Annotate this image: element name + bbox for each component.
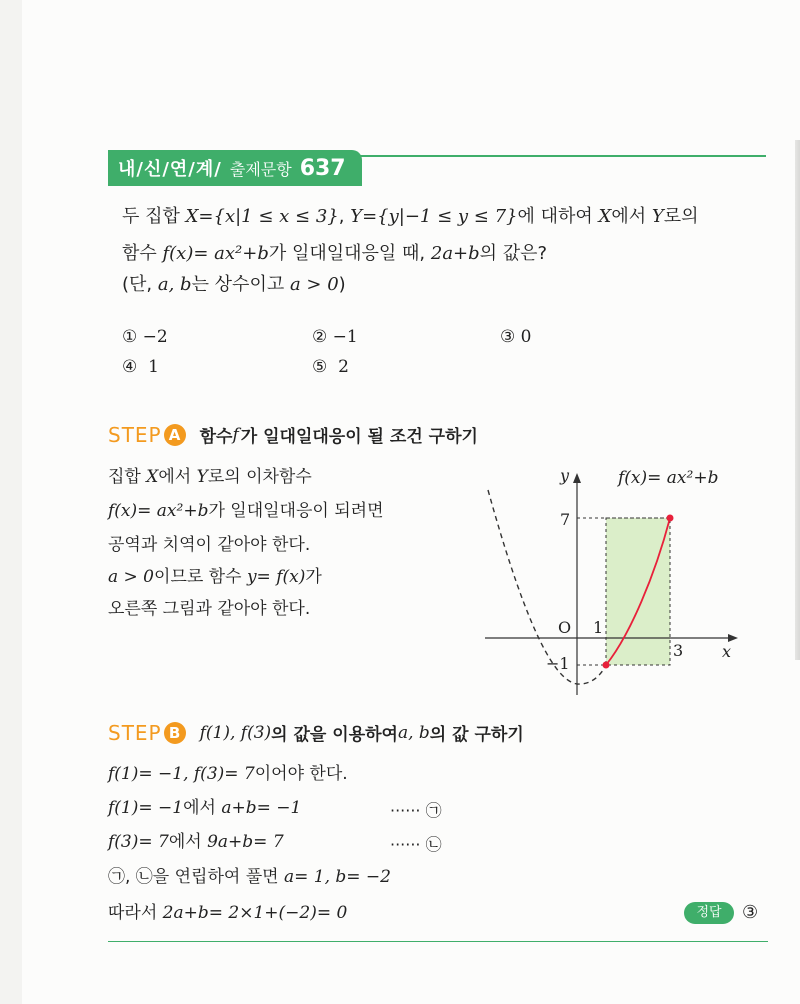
origin-label: O xyxy=(558,618,572,637)
step-a-title xyxy=(108,422,478,447)
question-line-2 xyxy=(122,242,547,266)
text: 집합 xyxy=(108,467,147,487)
step-word: STEP xyxy=(108,422,162,447)
step-title-f: f xyxy=(232,424,239,445)
question-text: 의 값은? xyxy=(479,243,548,264)
step-word: STEP xyxy=(108,720,162,745)
text: ㉠, ㉡을 연립하여 풀면 xyxy=(108,867,284,887)
step-title-ab: a, b xyxy=(397,722,430,743)
equation-marker-1: ······ ㉠ xyxy=(390,801,442,820)
y-axis-arrow-icon xyxy=(573,473,581,483)
text: 이므로 함수 xyxy=(154,567,247,587)
question-text: 가 일대일대응일 때, xyxy=(268,243,431,264)
question-line-1 xyxy=(122,205,699,229)
choice-value: 1 xyxy=(148,357,159,377)
equation: f(3)= 7 xyxy=(108,832,169,852)
question-text: 에서 xyxy=(611,206,652,227)
step-a-line-5 xyxy=(108,598,310,620)
graph-function-label: f(x)= ax²+b xyxy=(618,468,719,488)
text: 가 일대일대응이 되려면 xyxy=(208,501,384,521)
problem-number: 637 xyxy=(299,155,346,181)
page-edge-shadow xyxy=(795,140,800,660)
choice-mark: ③ xyxy=(500,327,516,347)
x-axis-label: x xyxy=(722,642,732,661)
question-text: 에 대하여 xyxy=(517,206,599,227)
step-title-text: 함수 xyxy=(199,427,233,447)
equation: 9a+b= 7 xyxy=(207,832,284,852)
condition: a > 0 xyxy=(289,274,339,295)
equation-marker-2: ······ ㉡ xyxy=(390,835,442,854)
choice-mark: ② xyxy=(312,327,328,347)
step-a-line-4 xyxy=(108,566,322,588)
y-axis-label: y xyxy=(560,466,570,485)
equation: f(1)= −1 xyxy=(108,798,184,818)
endpoint-left xyxy=(603,662,610,669)
endpoint-right xyxy=(667,515,674,522)
answer-value: ③ xyxy=(742,902,759,923)
var-y: Y xyxy=(196,467,208,487)
function-expr: f(x)= ax²+b xyxy=(108,501,209,521)
step-b-line-2 xyxy=(108,797,301,819)
choice-1[interactable] xyxy=(122,326,168,348)
tick-1: 1 xyxy=(593,618,604,637)
step-title-text: 가 일대일대응이 될 조건 구하기 xyxy=(240,427,478,447)
equation: f(1)= −1, f(3)= 7 xyxy=(108,764,255,784)
text: 에서 xyxy=(158,467,197,487)
step-b-line-1 xyxy=(108,763,348,785)
bottom-rule xyxy=(108,941,768,942)
step-letter-icon: A xyxy=(164,424,186,446)
tick-neg1: −1 xyxy=(546,654,570,673)
solution: a= 1, b= −2 xyxy=(283,867,391,887)
condition: a > 0 xyxy=(108,567,155,587)
step-a-line-1 xyxy=(108,466,312,488)
step-letter-icon: B xyxy=(164,722,186,744)
var-y: Y xyxy=(651,206,664,227)
choice-4[interactable] xyxy=(122,356,159,378)
step-title-f: f(1), f(3) xyxy=(199,722,272,743)
text: 공역과 치역이 같아야 한다. xyxy=(108,535,311,555)
x-axis-arrow-icon xyxy=(728,634,738,642)
choice-value: 2 xyxy=(338,357,349,377)
text: 오른쪽 그림과 같아야 한다. xyxy=(108,599,311,619)
constants: a, b xyxy=(157,274,192,295)
choice-mark: ④ xyxy=(122,357,138,377)
function-expr: y= f(x) xyxy=(246,567,306,587)
function-expr: f(x)= ax²+b xyxy=(162,243,269,264)
domain-range-region xyxy=(606,518,670,665)
equation: a+b= −1 xyxy=(221,798,302,818)
badge-prefix: 내/신/연/계/ xyxy=(118,159,222,180)
tick-3: 3 xyxy=(673,641,684,660)
text: 따라서 xyxy=(108,903,163,923)
choice-3[interactable] xyxy=(500,326,531,348)
question-line-3 xyxy=(122,273,346,297)
step-title-text: 의 값 구하기 xyxy=(429,725,524,745)
step-title-text: 의 값을 이용하여 xyxy=(271,725,398,745)
question-text: 는 상수이고 xyxy=(191,274,290,295)
problem-badge xyxy=(108,150,362,186)
question-text: ) xyxy=(338,274,346,295)
step-b-title xyxy=(108,720,524,745)
choice-mark: ① xyxy=(122,327,138,347)
separator: , xyxy=(338,206,351,227)
choice-mark: ⑤ xyxy=(312,357,328,377)
text: 에서 xyxy=(183,798,222,818)
final-equation: 2a+b= 2×1+(−2)= 0 xyxy=(162,903,348,923)
question-text: 함수 xyxy=(122,243,163,264)
step-b-line-5 xyxy=(108,902,347,924)
choice-value: 0 xyxy=(520,327,532,347)
badge-label: 출제문항 xyxy=(229,159,292,179)
question-text: (단, xyxy=(122,274,158,295)
function-graph xyxy=(480,455,760,705)
var-x: X xyxy=(598,206,612,227)
choice-2[interactable] xyxy=(312,326,358,348)
text: 이어야 한다. xyxy=(254,764,348,784)
step-b-line-4 xyxy=(108,866,391,888)
set-y: Y={y|−1 ≤ y ≤ 7} xyxy=(350,206,518,227)
question-text: 로의 xyxy=(663,206,699,227)
question-text: 두 집합 xyxy=(122,206,186,227)
step-a-line-3 xyxy=(108,534,310,556)
choice-value: −2 xyxy=(142,327,168,347)
step-b-line-3 xyxy=(108,831,284,853)
text: 로의 이차함수 xyxy=(207,467,312,487)
var-x: X xyxy=(146,467,159,487)
answer-badge: 정답 xyxy=(684,902,734,924)
choice-value: −1 xyxy=(332,327,358,347)
set-x: X={x|1 ≤ x ≤ 3} xyxy=(185,206,339,227)
text: 가 xyxy=(305,567,322,587)
target-expr: 2a+b xyxy=(430,243,480,264)
choice-5[interactable] xyxy=(312,356,349,378)
text: 에서 xyxy=(168,832,208,852)
tick-7: 7 xyxy=(560,510,571,529)
step-a-line-2 xyxy=(108,500,384,522)
header-rule xyxy=(360,155,766,157)
